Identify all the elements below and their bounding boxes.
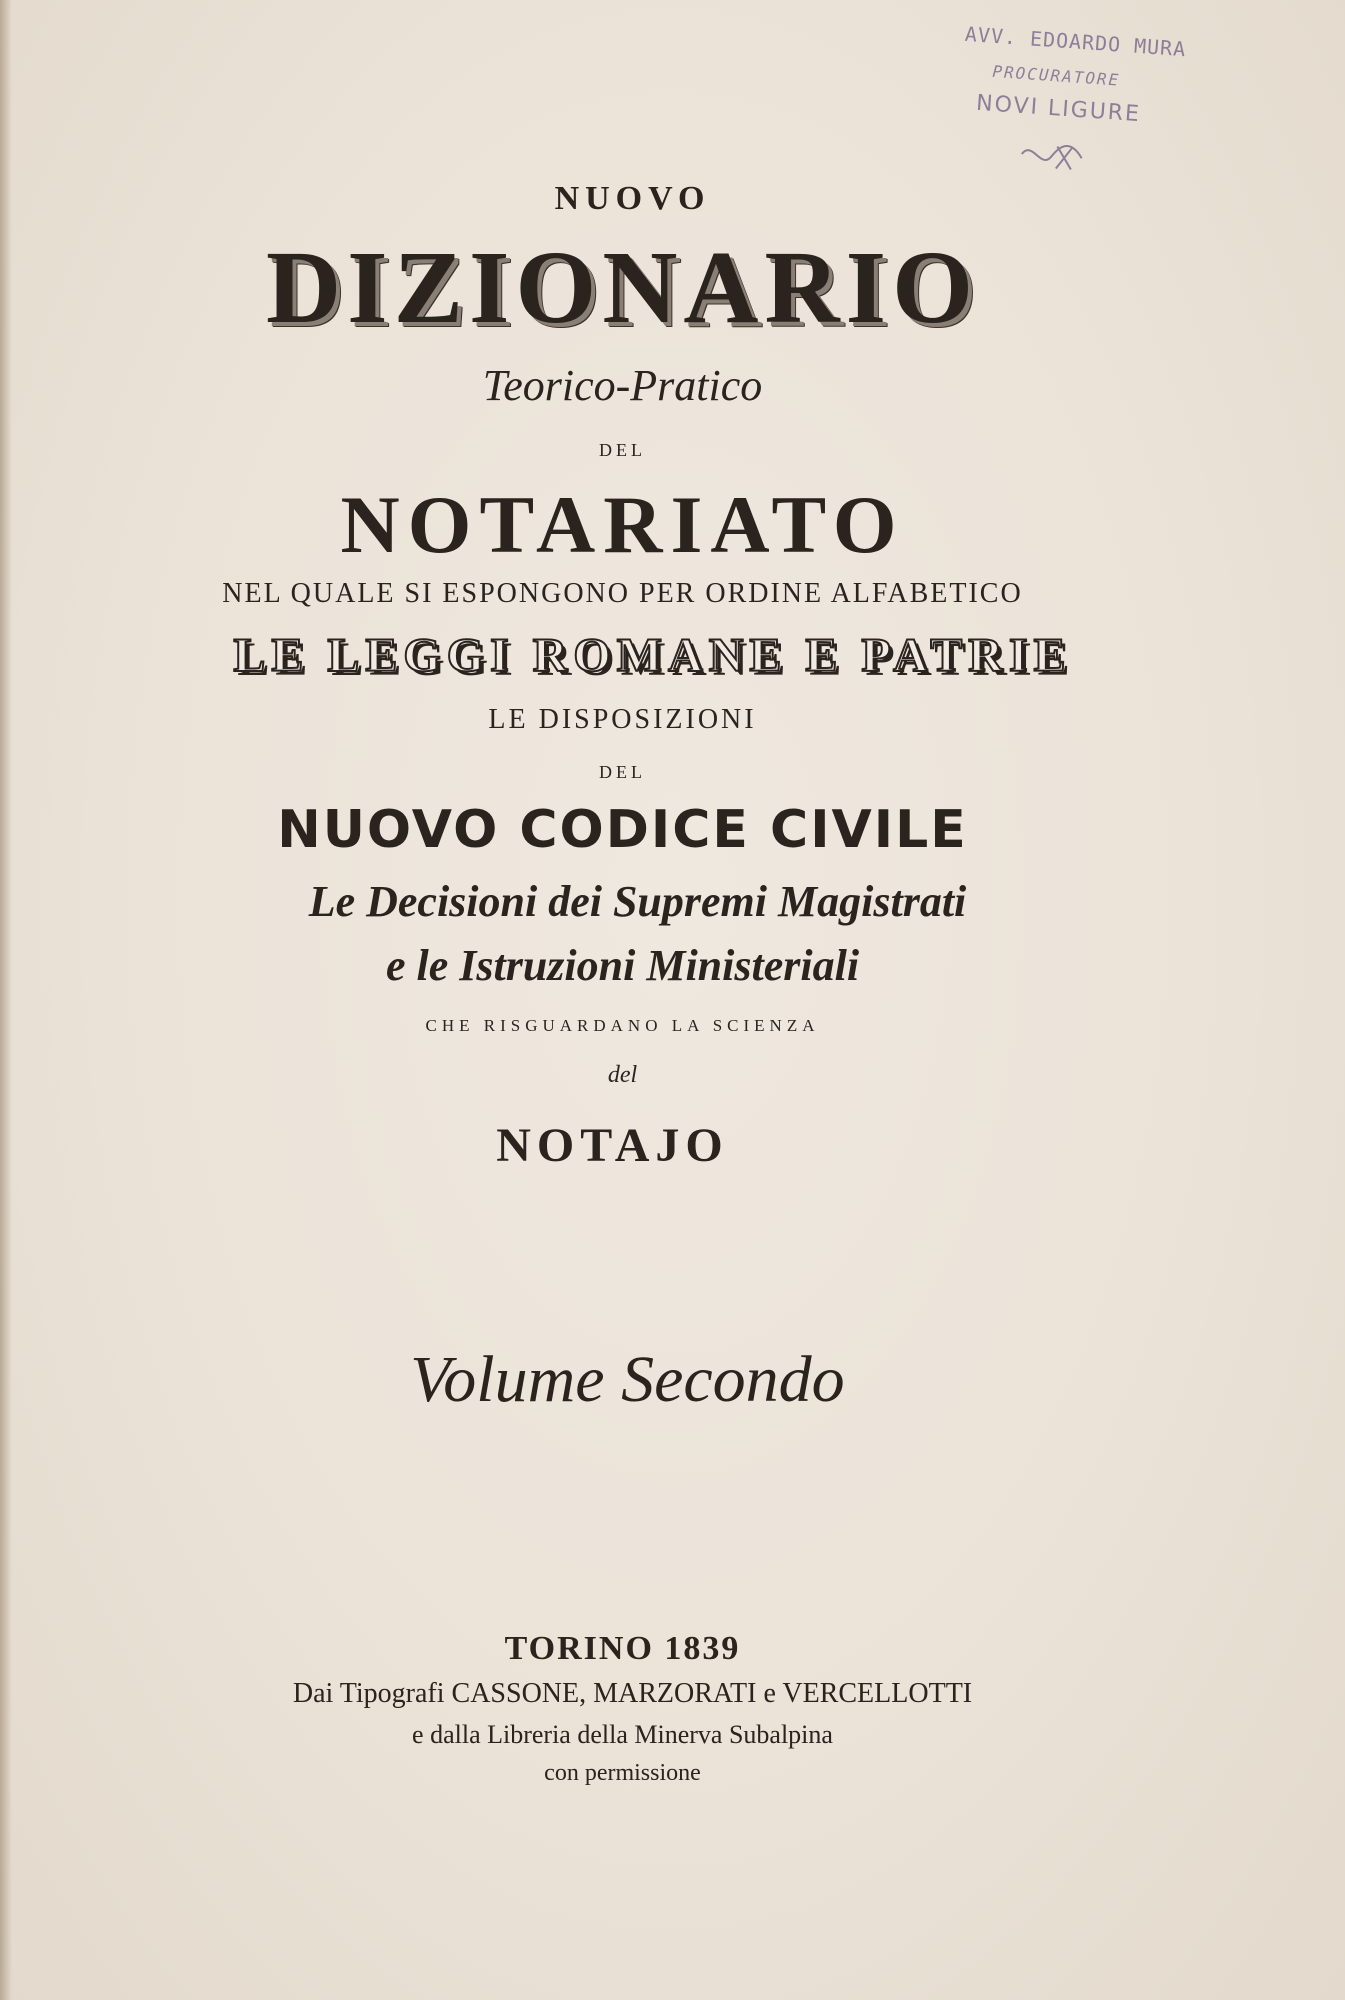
connector-del-1: DEL	[599, 440, 646, 460]
subtitle-teorico-pratico: Teorico-Pratico	[482, 361, 763, 410]
line-nel-quale: NEL QUALE SI ESPONGONO PER ORDINE ALFABETICO	[222, 578, 1023, 609]
imprint-place-year: TORINO 1839	[504, 1630, 741, 1667]
stamp-role: PROCURATORE	[991, 61, 1121, 90]
line-decisioni: Le Decisioni dei Supremi Magistrati	[308, 877, 967, 926]
connector-del-3: del	[607, 1062, 638, 1088]
line-disposizioni: LE DISPOSIZIONI	[488, 704, 757, 735]
volume-label: Volume Secondo	[410, 1343, 845, 1416]
line-risguardano: CHE RISGUARDANO LA SCIENZA	[425, 1016, 820, 1035]
title-notajo: NOTAJO	[496, 1119, 729, 1172]
ownership-stamp	[955, 22, 1206, 198]
stamp-flourish-icon	[1015, 134, 1098, 179]
title-dizionario: DIZIONARIO	[266, 230, 979, 345]
connector-del-2: DEL	[599, 762, 646, 782]
title-notariato: NOTARIATO	[340, 479, 905, 570]
title-nuovo: NUOVO	[554, 180, 711, 217]
line-istruzioni: e le Istruzioni Ministeriali	[385, 941, 860, 990]
stamp-name: AVV. EDOARDO MURA	[964, 21, 1188, 62]
line-codice-civile: NUOVO CODICE CIVILE	[277, 800, 968, 860]
imprint-permission: con permissione	[544, 1760, 701, 1786]
stamp-city: NOVI LIGURE	[975, 90, 1142, 128]
imprint-printers: Dai Tipografi CASSONE, MARZORATI e VERCELLOTTI	[292, 1678, 973, 1709]
line-leggi-romane: LE LEGGI ROMANE E PATRIE	[233, 629, 1072, 682]
imprint-bookshop: e dalla Libreria della Minerva Subalpina	[412, 1720, 833, 1749]
